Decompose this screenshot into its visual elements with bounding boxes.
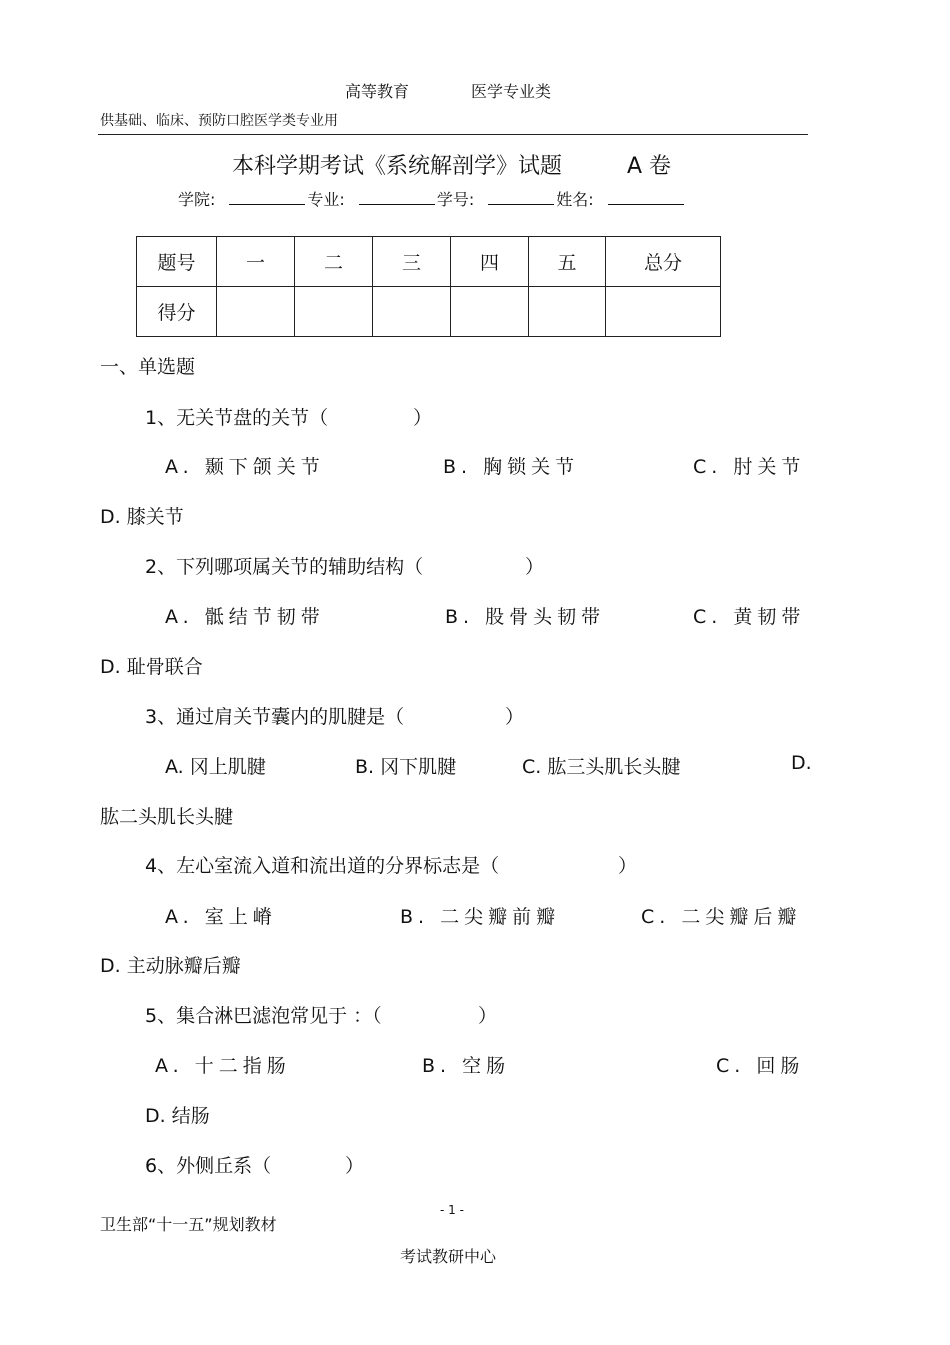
exam-title: 本科学期考试《系统解剖学》试题 <box>232 154 563 179</box>
question-3-option-d[interactable]: D. <box>791 752 812 774</box>
question-3-stem: 3、通过肩关节囊内的肌腱是（ <box>145 706 405 728</box>
question-1-option-c[interactable]: C. 肘关节 <box>693 456 806 478</box>
score-table <box>136 236 721 337</box>
question-5-option-a[interactable]: A. 十二指肠 <box>155 1055 291 1077</box>
score-header-cell: 题号 <box>137 237 217 287</box>
score-cell[interactable] <box>373 287 451 337</box>
question-2-close: ） <box>525 556 545 578</box>
question-1-option-b[interactable]: B. 胸锁关节 <box>443 456 580 478</box>
question-5-option-c[interactable]: C. 回肠 <box>716 1055 805 1077</box>
score-cell[interactable] <box>529 287 606 337</box>
score-cell[interactable] <box>606 287 721 337</box>
question-4-stem: 4、左心室流入道和流出道的分界标志是（ <box>145 855 500 877</box>
header-subtitle: 供基础、临床、预防口腔医学类专业用 <box>100 113 338 129</box>
question-4-option-c[interactable]: C. 二尖瓣后瓣 <box>641 906 802 928</box>
question-4-option-a[interactable]: A. 室上嵴 <box>165 906 277 928</box>
score-row-label: 得分 <box>137 287 217 337</box>
footer-center: 考试教研中心 <box>400 1247 497 1266</box>
header-right: 医学专业类 <box>471 82 552 101</box>
footer-textbook: 卫生部“十一五”规划教材 <box>100 1215 277 1234</box>
question-1-stem: 1、无关节盘的关节（ <box>145 407 329 429</box>
question-1-close: ） <box>413 407 433 429</box>
section-title: 一、单选题 <box>100 356 196 378</box>
header-left: 高等教育 <box>345 82 410 101</box>
score-cell[interactable] <box>295 287 373 337</box>
college-blank <box>229 188 305 205</box>
major-label: 专业: <box>307 190 345 209</box>
name-label: 姓名: <box>556 190 594 209</box>
question-6-close: ） <box>345 1155 365 1177</box>
question-3-option-b[interactable]: B. 冈下肌腱 <box>355 756 457 778</box>
question-4-close: ） <box>618 855 638 877</box>
score-header-cell: 总分 <box>606 237 721 287</box>
student-id-label: 学号: <box>436 190 475 209</box>
question-5-option-d[interactable]: D. 结肠 <box>145 1105 210 1127</box>
question-2-option-b[interactable]: B. 股骨头韧带 <box>445 606 606 628</box>
question-3-close: ） <box>505 706 525 728</box>
question-6-stem: 6、外侧丘系（ <box>145 1155 272 1177</box>
college-label: 学院: <box>178 190 216 209</box>
name-blank <box>608 188 684 205</box>
score-cell[interactable] <box>217 287 295 337</box>
score-header-row <box>137 237 721 287</box>
question-1-option-a[interactable]: A. 颞下颌关节 <box>165 456 325 478</box>
question-1-option-d[interactable]: D. 膝关节 <box>100 506 184 528</box>
question-5-option-b[interactable]: B. 空肠 <box>422 1055 511 1077</box>
question-4-option-d[interactable]: D. 主动脉瓣后瓣 <box>100 955 241 977</box>
question-5-stem: 5、集合淋巴滤泡常见于 ：（ <box>145 1005 382 1027</box>
question-3-option-d-text[interactable]: 肱二头肌长头腱 <box>100 806 234 828</box>
score-header-cell: 一 <box>217 237 295 287</box>
question-3-option-c[interactable]: C. 肱三头肌长头腱 <box>522 756 681 778</box>
question-2-option-d[interactable]: D. 耻骨联合 <box>100 656 203 678</box>
question-2-option-a[interactable]: A. 骶结节韧带 <box>165 606 325 628</box>
score-cell[interactable] <box>451 287 529 337</box>
score-header-cell: 三 <box>373 237 451 287</box>
major-blank <box>359 188 435 205</box>
header-divider <box>98 134 808 135</box>
question-3-option-a[interactable]: A. 冈上肌腱 <box>165 756 266 778</box>
paper-version: A 卷 <box>627 154 672 179</box>
score-header-cell: 四 <box>451 237 529 287</box>
question-4-option-b[interactable]: B. 二尖瓣前瓣 <box>400 906 561 928</box>
question-2-option-c[interactable]: C. 黄韧带 <box>693 606 806 628</box>
question-2-stem: 2、下列哪项属关节的辅助结构（ <box>145 556 424 578</box>
student-info <box>178 187 686 210</box>
score-row <box>137 287 721 337</box>
student-id-blank <box>488 188 554 205</box>
page-number: - 1 - <box>440 1203 464 1217</box>
question-5-close: ） <box>478 1005 498 1027</box>
score-header-cell: 五 <box>529 237 606 287</box>
score-header-cell: 二 <box>295 237 373 287</box>
